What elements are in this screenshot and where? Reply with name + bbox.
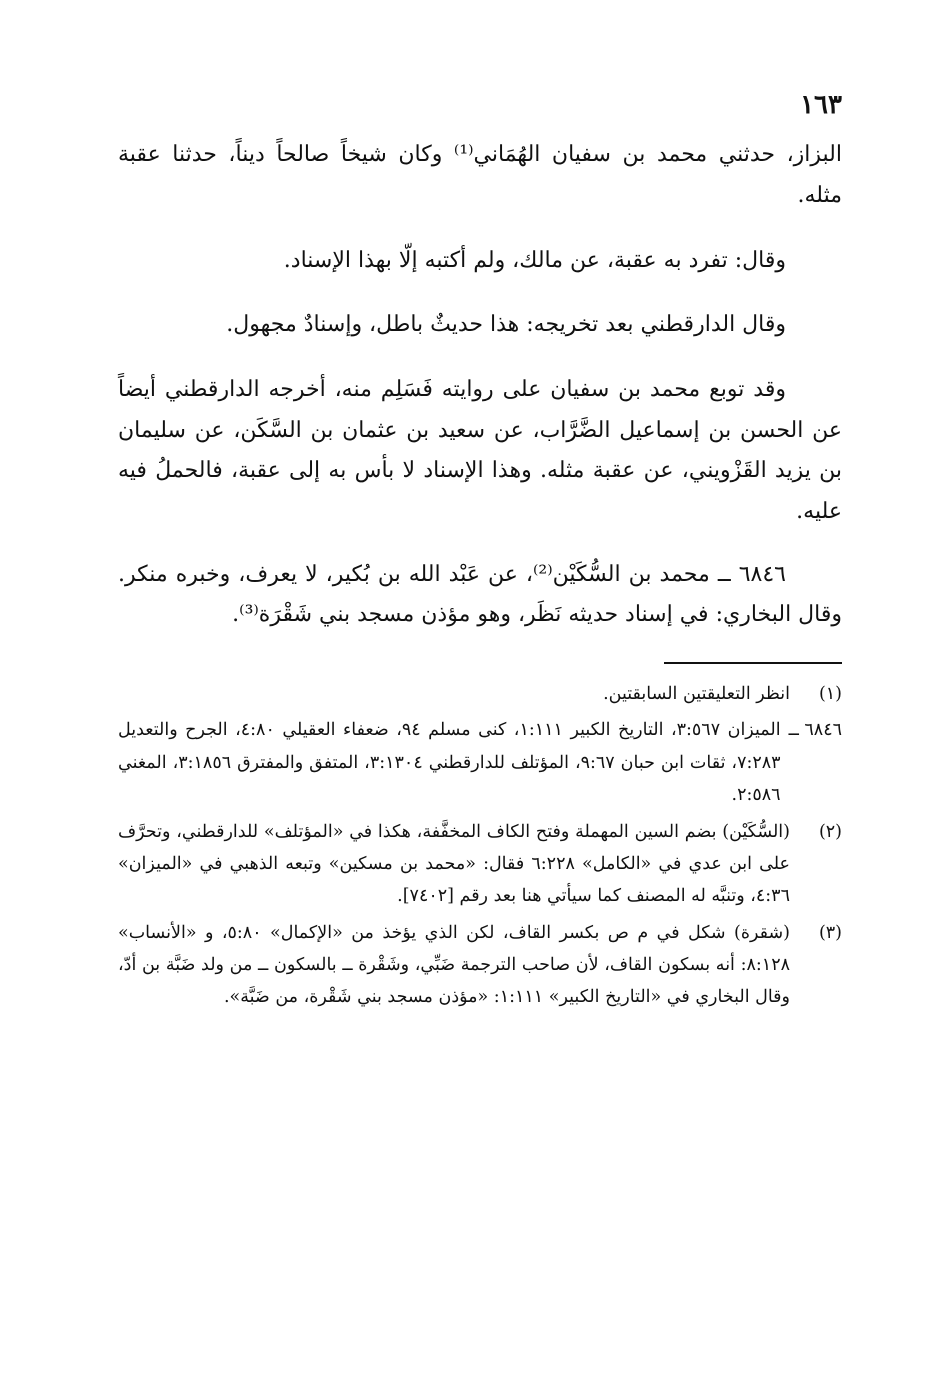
footnote-text: (شقرة) شكل في م ص بكسر القاف، لكن الذي يؤخذ من «الإكمال» ٥:٨٠، و «الأنساب» ٨:١٢٨: أنه بسكون القاف، لأن صاحب الترجمة ضَبِّي، وشَقْرة ــ بالسكون ــ من ولد ضَبَّة بن أدّ، وقال البخاري في «التاريخ الكبير» ١:١١١: «مؤذن مسجد بني شَقْرة، من ضَبَّة». <box>118 922 790 1008</box>
book-page <box>118 90 842 1340</box>
page-number: ١٦٣ <box>800 90 842 120</box>
paragraph-1: البزاز، حدثني محمد بن سفيان الهُمَاني⁽¹⁾ وكان شيخاً صالحاً ديناً، حدثنا عقبة مثله. <box>118 142 842 208</box>
footnote-separator <box>664 662 842 664</box>
footnote-2 <box>118 816 842 913</box>
footnote-number: (٢) <box>818 821 842 842</box>
footnote-number: (١) <box>818 684 842 705</box>
paragraph-2: وقال: تفرد به عقبة، عن مالك، ولم أكتبه إلّا بهذا الإسناد. <box>283 247 786 273</box>
footnotes <box>118 678 842 1014</box>
paragraph-3: وقال الدارقطني بعد تخريجه: هذا حديثٌ باطل، وإسنادٌ مجهول. <box>226 312 786 338</box>
footnote-number: (٣) <box>818 922 842 943</box>
footnote-1 <box>118 678 842 710</box>
footnote-text: (السُّكَيْن) بضم السين المهملة وفتح الكاف المخفَّفة، هكذا في «المؤتلف» للدارقطني، وتحرَّف على ابن عدي في «الكامل» ٦:٢٢٨ فقال: «محمد بن مسكين» وتبعه الذهبي في «الميزان» ٤:٣٦، وتنبَّه له المصنف كما سيأتي هنا بعد رقم [٧٤٠٢]. <box>118 821 790 907</box>
footnote-entry-6846 <box>118 714 842 811</box>
footnote-number: ٦٨٤٦ ــ <box>788 720 842 741</box>
main-text <box>118 135 842 636</box>
footnote-text: انظر التعليقتين السابقتين. <box>603 684 790 705</box>
footnote-text: الميزان ٣:٥٦٧، التاريخ الكبير ١:١١١، كنى مسلم ٩٤، ضعفاء العقيلي ٤:٨٠، الجرح والتعديل ٧:٢٨٣، ثقات ابن حبان ٩:٦٧، المؤتلف للدارقطني ٣:١٣٠٤، المتفق والمفترق ٣:١٨٥٦، المغني ٢:٥٨٦. <box>118 720 781 806</box>
footnote-3 <box>118 917 842 1014</box>
paragraph-4: وقد توبع محمد بن سفيان على روايته فَسَلِم منه، أخرجه الدارقطني أيضاً عن الحسن بن إسماعيل الضَّرَّاب، عن سعيد بن عثمان بن السَّكَن، عن سليمان بن يزيد القَزْويني، عن عقبة مثله. وهذا الإسناد لا بأس به إلى عقبة، فالحملُ فيه عليه. <box>118 376 842 524</box>
entry-6846: ٦٨٤٦ ــ محمد بن السُّكَيْن⁽²⁾، عن عَبْد الله بن بُكير، لا يعرف، وخبره منكر. وقال البخاري: في إسناد حديثه نَظَر، وهو مؤذن مسجد بني شَقْرَة⁽³⁾. <box>118 561 842 628</box>
